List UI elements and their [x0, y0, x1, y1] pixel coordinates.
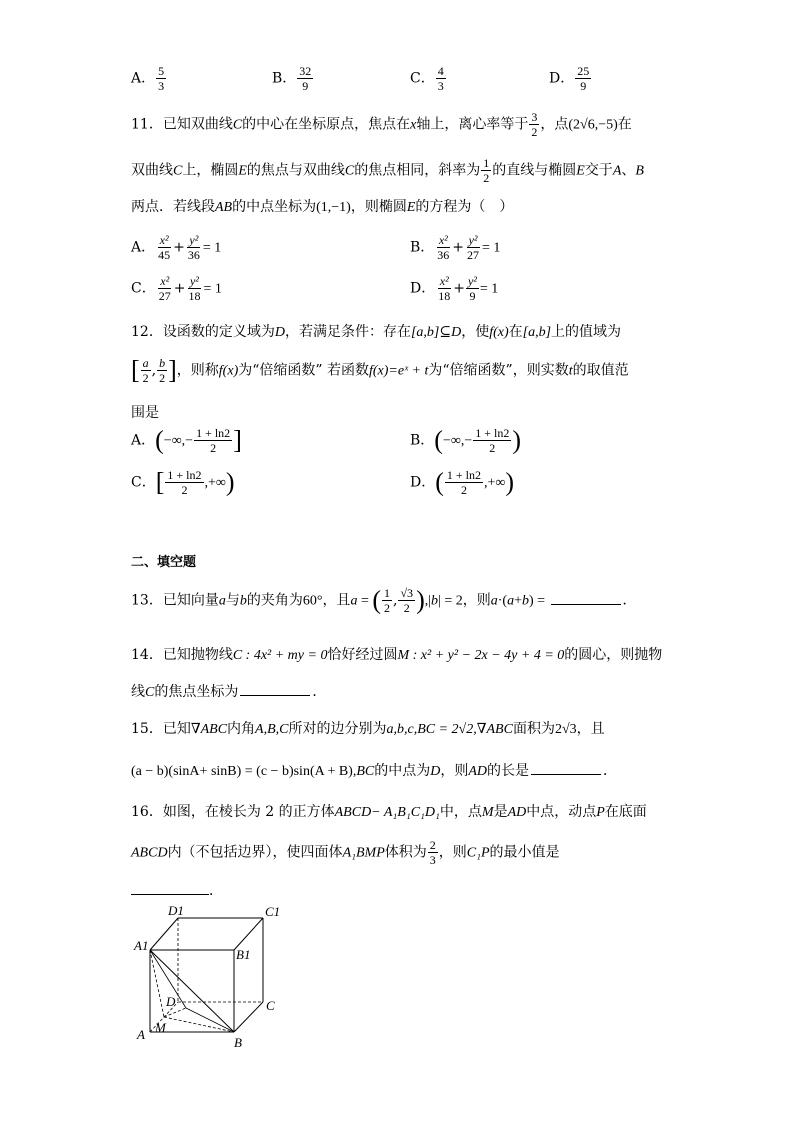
q12-option-c: C．[ $\frac{1 + \ln 2}{2}$ ,+∞) — [131, 467, 235, 497]
label-d1: D1 — [168, 903, 184, 918]
cube-figure — [130, 900, 290, 1050]
q12-line-2: [ $\frac{a}{2}$ , $\frac{b}{2}$ ]，则称f(x)为“倍缩函数” 若函数f(x)=eˣ + t为“倍缩函数”，则实数t的取值范 — [131, 355, 629, 385]
q12-option-d: D．( $\frac{1 + \ln 2}{2}$ ,+∞) — [410, 467, 515, 497]
q12-line-1: 12．设函数的定义域为D，若满足条件：存在[a,b]⊆D，使f(x)在[a,b]上的值域为 — [131, 324, 622, 340]
q12-option-a: A．(−∞,− $\frac{1 + \ln 2}{2}$ ] — [131, 425, 242, 455]
label-a1: A1 — [134, 938, 149, 953]
label-c: C — [266, 998, 275, 1013]
q16-line-3: ． — [131, 880, 223, 900]
label-b: B — [234, 1035, 242, 1050]
label-c1: C1 — [265, 904, 281, 919]
q11-option-d: D． $\frac{\text{x²}}{18}$ + $\frac{\text{y²}}{9}$ = 1 — [410, 274, 499, 303]
segment-p-b — [186, 1008, 234, 1032]
q11-option-a: A． $\frac{\text{x²}}{45}$ + $\frac{\text{y²}}{36}$ = 1 — [131, 233, 222, 262]
q12-option-b: B．(−∞,− $\frac{1 + \ln 2}{2}$ ) — [410, 425, 522, 455]
edge-a1-d1 — [150, 918, 178, 950]
q13-line: 13．已知向量a与b的夹角为60°，且a = ( $\frac{1}{2}$ , $\frac{√3}{2}$ ),|b| = 2，则a·(a+b) = ． — [131, 585, 637, 615]
q10-option-a: A． $\frac{5}{3}$ — [131, 64, 165, 93]
edge-b-c — [234, 1002, 263, 1032]
q12-line-3: 围是 — [131, 405, 159, 421]
label-d: D — [166, 994, 176, 1009]
label-a: A — [137, 1027, 145, 1042]
segment-m-p — [164, 1008, 186, 1017]
q11-line-3: 两点．若线段AB的中点坐标为(1,−1)，则椭圆E的方程为（ ） — [131, 199, 514, 215]
segment-m-b — [164, 1017, 234, 1032]
q16-line-1: 16．如图，在棱长为 2 的正方体ABCD− A₁B₁C₁D₁中，点M是AD中点，动点P在底面 — [131, 804, 647, 820]
q14-line-1: 14．已知抛物线C : 4x² + my = 0恰好经过圆M : x² + y² − 2x − 4y + 4 = 0的圆心，则抛物 — [131, 647, 663, 663]
section-heading: 二、填空题 — [131, 555, 197, 570]
q14-line-2: 线C的焦点坐标为 ． — [131, 684, 327, 700]
segment-a1-m — [150, 950, 164, 1017]
q11-line-1: 11．已知双曲线C的中心在坐标原点，焦点在x轴上，离心率等于 $\frac{3}{2}$ ，点(2√6,−5)在 — [131, 110, 632, 139]
q10-option-b: B． $\frac{32}{9}$ — [272, 64, 312, 93]
q15-line-1: 15．已知∇ABC内角A,B,C所对的边分别为a,b,c,BC = 2√2,∇ABC面积为2√3，且 — [131, 721, 605, 737]
q10-option-d: D． $\frac{25}{9}$ — [549, 64, 590, 93]
q11-line-2: 双曲线C上，椭圆E的焦点与双曲线C的焦点相同，斜率为 $\frac{1}{2}$ 的直线与椭圆E交于A、B — [131, 156, 644, 185]
q11-option-b: B． $\frac{\text{x²}}{36}$ + $\frac{\text{y²}}{27}$ = 1 — [410, 233, 501, 262]
q11-option-c: C． $\frac{\text{x²}}{27}$ + $\frac{\text{y²}}{18}$ = 1 — [131, 274, 222, 303]
edge-b1-c1 — [234, 918, 263, 950]
q16-line-2: ABCD内（不包括边界），使四面体A₁BMP体积为 $\frac{2}{3}$ ，则C₁P的最小值是 — [131, 838, 560, 867]
label-b1: B1 — [236, 947, 251, 962]
label-m: M — [155, 1020, 166, 1035]
q15-line-2: (a − b)(sinA+ sinB) = (c − b)sin(A + B),BC的中点为D，则AD的长是 ． — [131, 763, 618, 779]
q10-option-c: C． $\frac{4}{3}$ — [410, 64, 444, 93]
